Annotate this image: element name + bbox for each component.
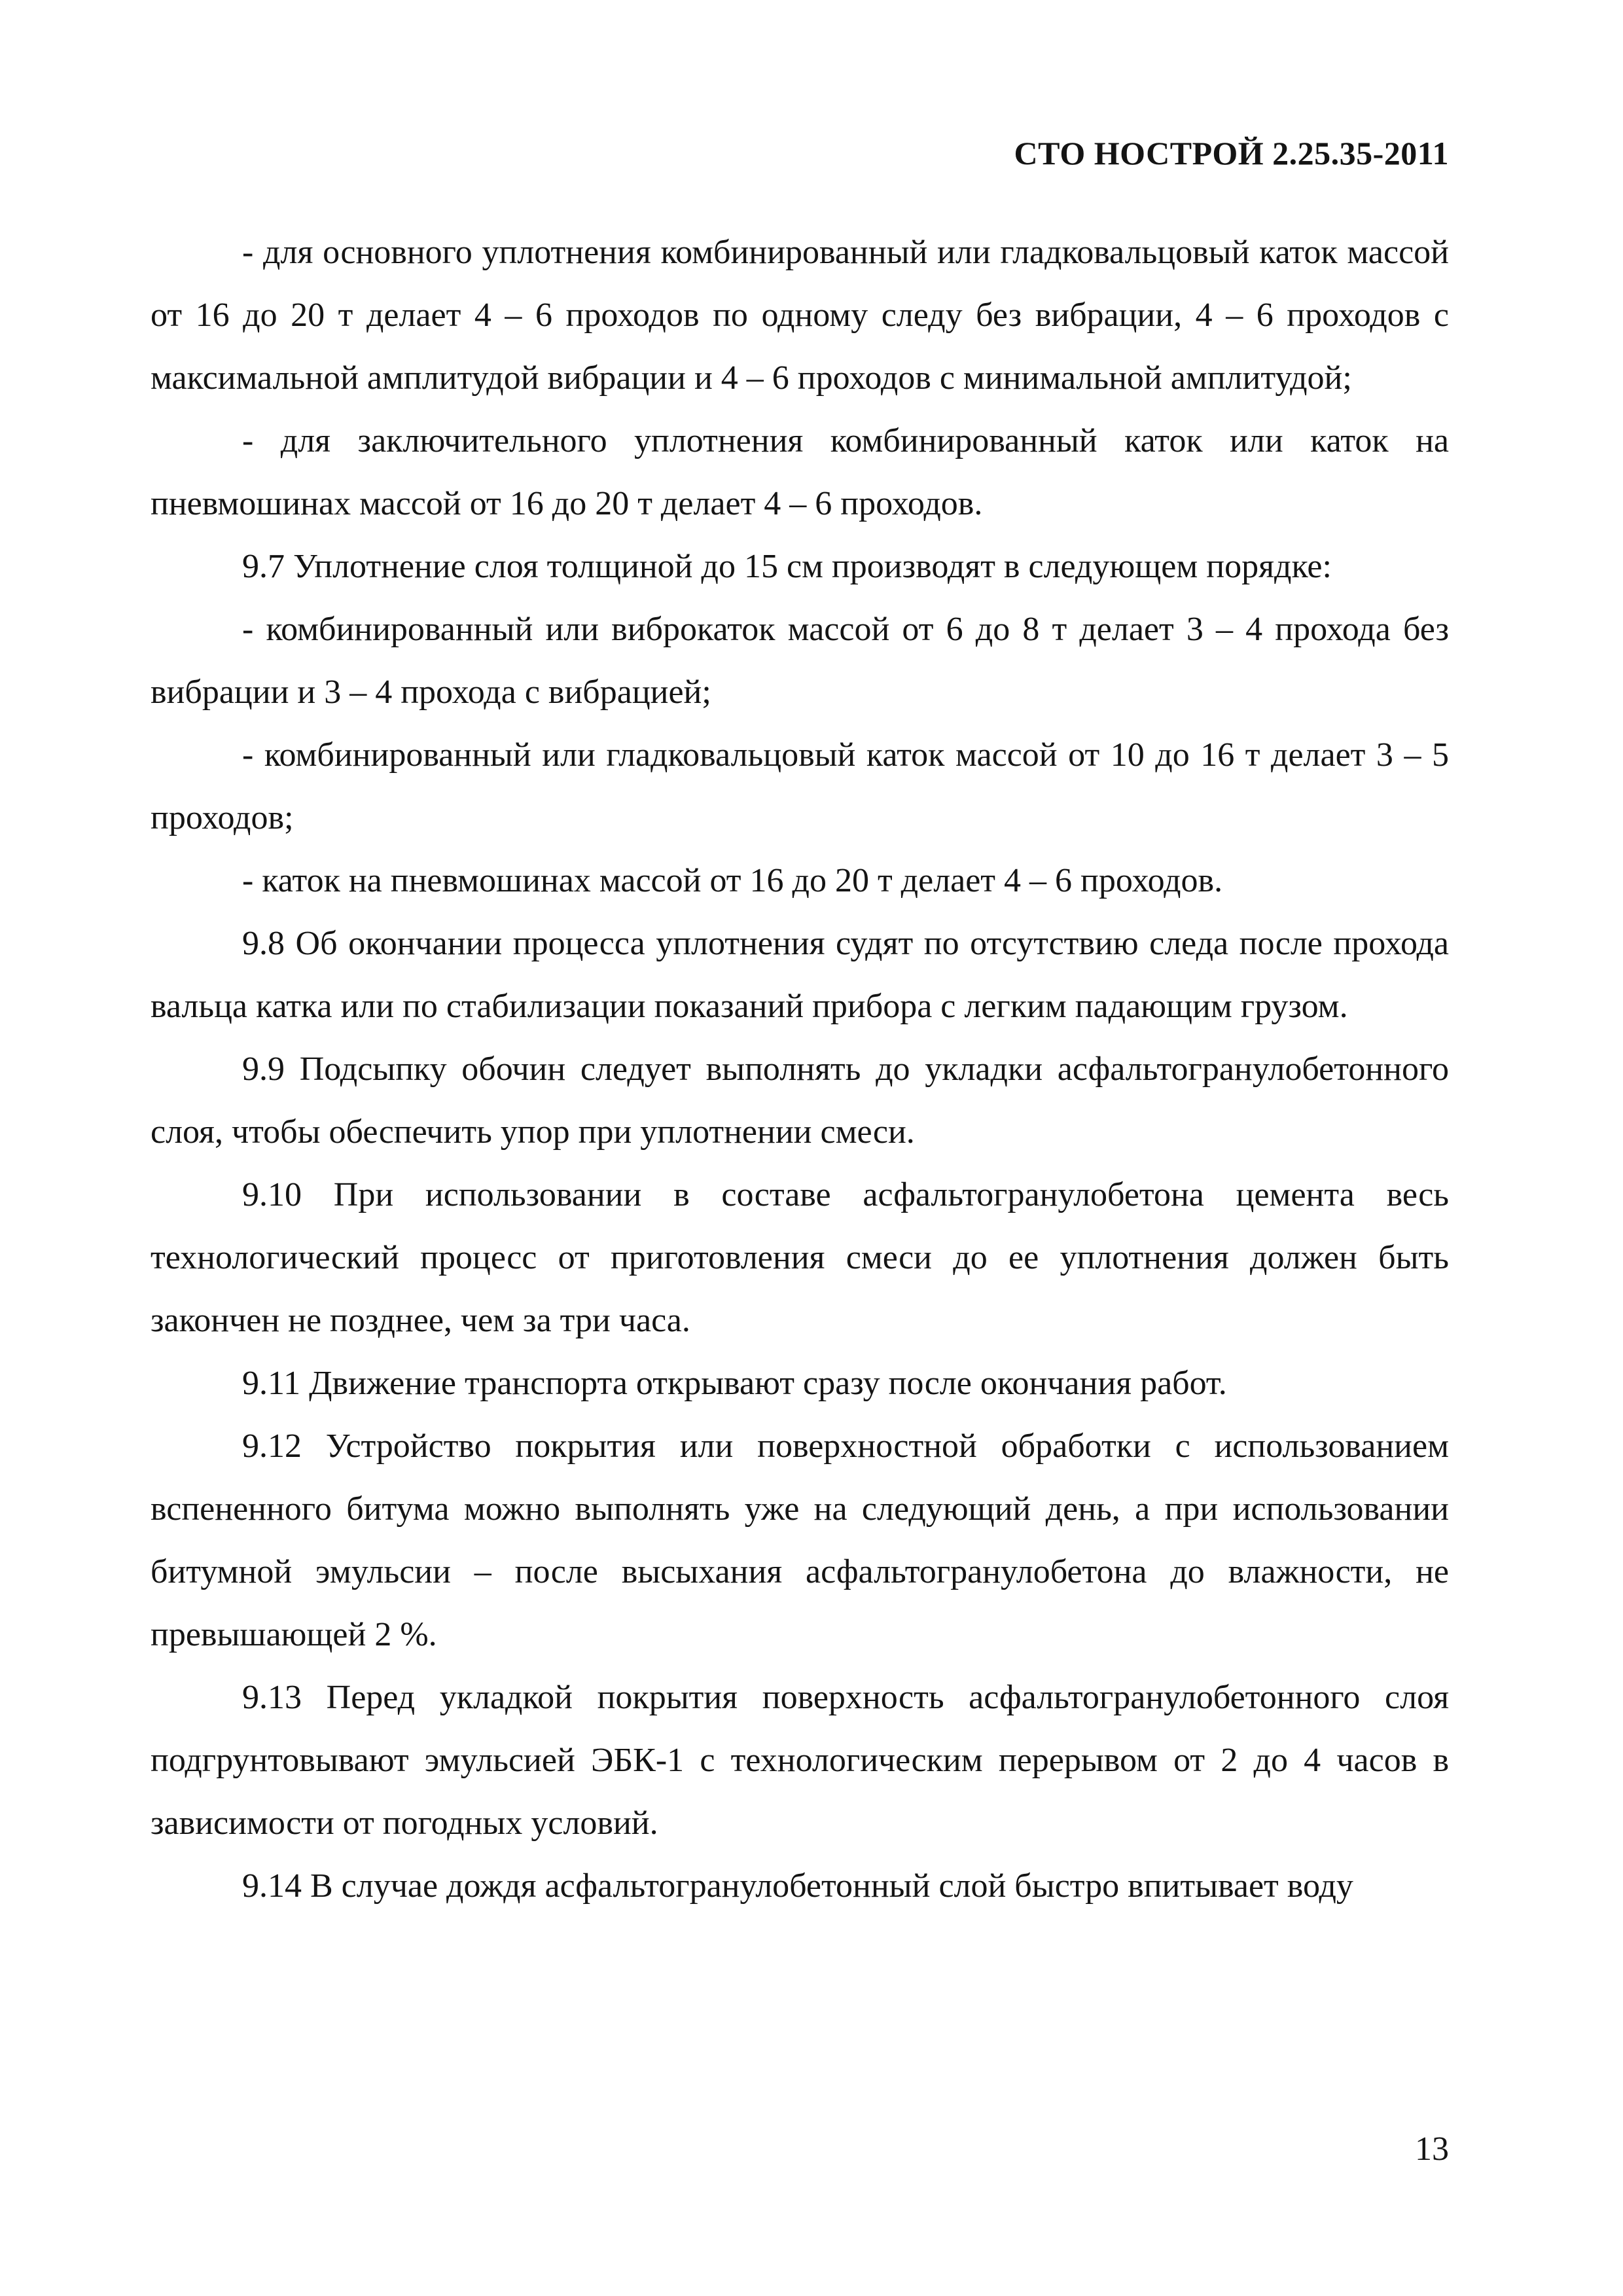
paragraph-9-10: 9.10 При использовании в составе асфальтогранулобетона цемента весь технологический процесс от приготовления смеси до ее уплотнения должен быть закончен не позднее, чем за три часа. (151, 1176, 1449, 1339)
paragraph-9-14: 9.14 В случае дождя асфальтогранулобетонный слой быстро впитывает воду (242, 1867, 1353, 1905)
paragraph-9-8: 9.8 Об окончании процесса уплотнения судят по отсутствию следа после прохода вальца катка или по стабилизации показаний прибора с легким падающим грузом. (151, 925, 1449, 1025)
paragraph-9-13: 9.13 Перед укладкой покрытия поверхность асфальтогранулобетонного слоя подгрунтовывают эмульсией ЭБК-1 с технологическим перерывом от 2 до 4 часов в зависимости от погодных условий. (151, 1679, 1449, 1842)
document-code-header: СТО НОСТРОЙ 2.25.35-2011 (1014, 135, 1449, 171)
paragraph-9-7: 9.7 Уплотнение слоя толщиной до 15 см производят в следующем порядке: (242, 548, 1332, 585)
page-body (151, 221, 1449, 1918)
page-number: 13 (1415, 2130, 1449, 2168)
paragraph-smooth-roller: - комбинированный или гладковальцовый каток массой от 10 до 16 т делает 3 – 5 проходов; (151, 736, 1449, 836)
paragraph-9-11: 9.11 Движение транспорта открывают сразу после окончания работ. (242, 1365, 1227, 1402)
paragraph-9-12: 9.12 Устройство покрытия или поверхностной обработки с использованием вспененного битума можно выполнять уже на следующий день, а при использовании битумной эмульсии – после высыхания асфальтогранулобетона до влажности, не превышающей 2 %. (151, 1427, 1449, 1653)
paragraph-vibro-roller: - комбинированный или виброкаток массой от 6 до 8 т делает 3 – 4 прохода без вибрации и 3 – 4 прохода с вибрацией; (151, 611, 1449, 711)
paragraph-9-9: 9.9 Подсыпку обочин следует выполнять до укладки асфальтогранулобетонного слоя, чтобы обеспечить упор при уплотнении смеси. (151, 1050, 1449, 1151)
paragraph-final-compaction: - для заключительного уплотнения комбинированный каток или каток на пневмошинах массой от 16 до 20 т делает 4 – 6 проходов. (151, 422, 1449, 522)
paragraph-pneumatic-roller: - каток на пневмошинах массой от 16 до 20 т делает 4 – 6 проходов. (242, 862, 1223, 899)
paragraph-main-compaction: - для основного уплотнения комбинированный или гладковальцовый каток массой от 16 до 20 т делает 4 – 6 проходов по одному следу без вибрации, 4 – 6 проходов с максимальной амплитудой вибрации и 4 – 6 проходов с минимальной амплитудой; (151, 234, 1449, 397)
